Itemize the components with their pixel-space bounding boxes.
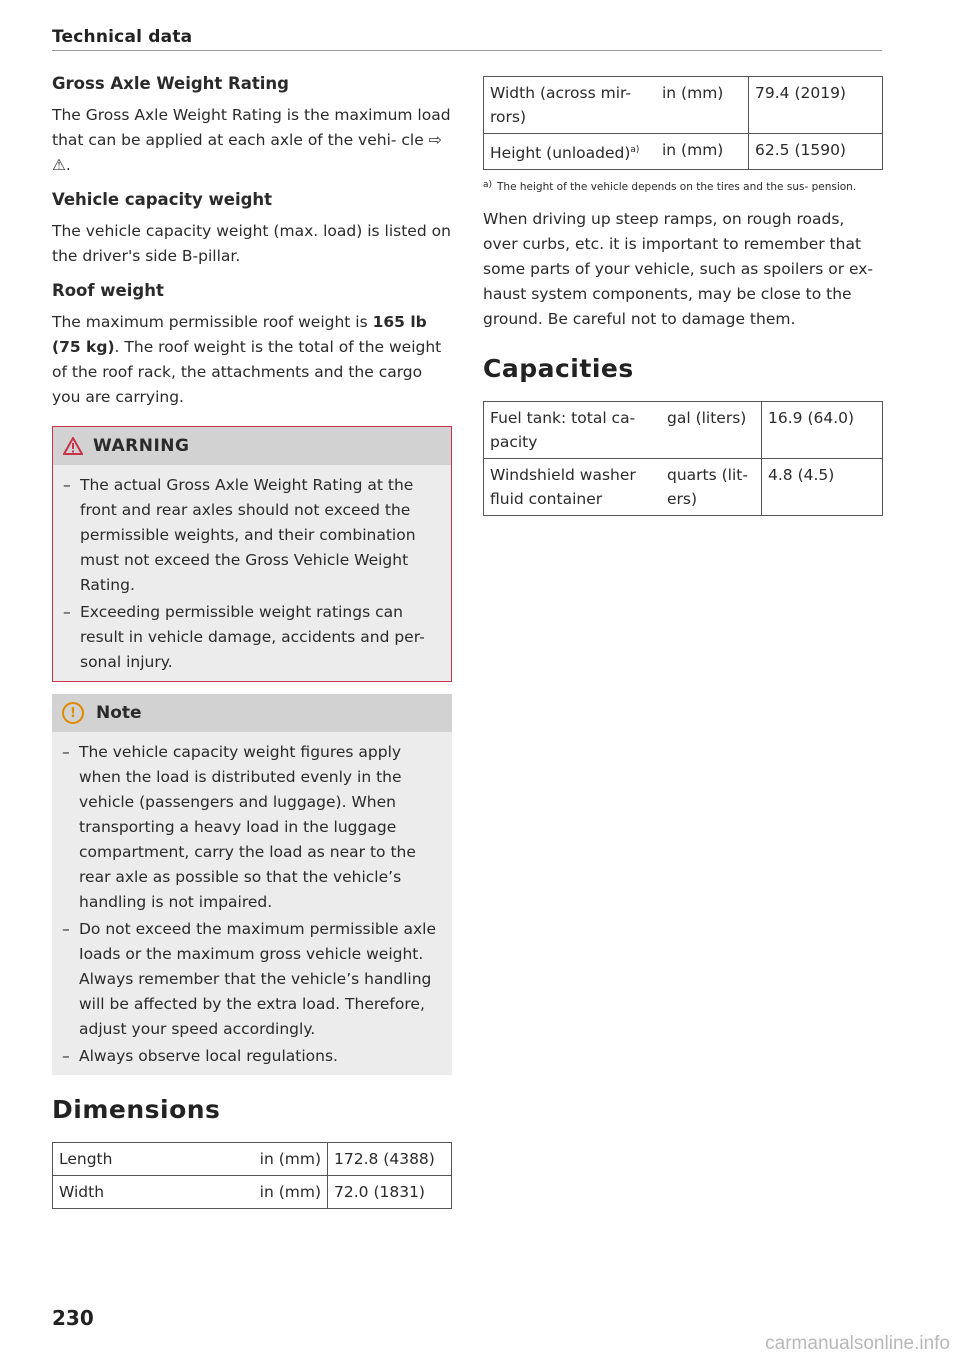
footnote-text: The height of the vehicle depends on the tires and the sus- pension. bbox=[497, 181, 857, 194]
dimensions-heading: Dimensions bbox=[52, 1095, 221, 1124]
roof-weight-value: 165 lb (75 kg) bbox=[52, 313, 427, 356]
table-cell-value: 72.0 (1831) bbox=[328, 1176, 452, 1209]
note-item: – Do not exceed the maximum permissible axle Ioads or the maximum gross vehicle weight. Always remember that the vehicle’s handling will be affected by the extra load. Therefore, adjust your speed accordingly. bbox=[62, 917, 442, 1042]
table-cell-value: 79.4 (2019) bbox=[749, 77, 883, 134]
table-row bbox=[484, 134, 883, 170]
table-cell-unit: in (mm) bbox=[215, 1176, 328, 1209]
footnote bbox=[483, 180, 883, 195]
page-header-title: Technical data bbox=[52, 27, 193, 47]
warning-header bbox=[53, 427, 451, 465]
warning-triangle-icon bbox=[63, 437, 83, 455]
note-list bbox=[52, 732, 452, 1075]
note-box bbox=[52, 694, 452, 1075]
page-number: 230 bbox=[52, 1306, 94, 1330]
table-cell-unit: gal (liters) bbox=[661, 402, 762, 459]
right-column bbox=[483, 76, 883, 516]
warning-item: – Exceeding permissible weight ratings can result in vehicle damage, accidents and per- sonal injury. bbox=[63, 600, 441, 675]
vcw-heading: Vehicle capacity weight bbox=[52, 190, 273, 209]
info-exclamation-icon: ! bbox=[62, 702, 84, 724]
note-header bbox=[52, 694, 452, 732]
ramps-text: When driving up steep ramps, on rough roads, over curbs, etc. it is important to remember that some parts of your vehicle, such as spoilers or ex- haust system components, may be close to the ground. Be careful not to damage them. bbox=[483, 210, 874, 329]
warning-list bbox=[53, 465, 451, 681]
header-divider bbox=[52, 50, 882, 51]
watermark: carmanualsonline.info bbox=[765, 1333, 950, 1354]
capacities-heading: Capacities bbox=[483, 354, 634, 384]
gawr-heading: Gross Axle Weight Rating bbox=[52, 74, 289, 93]
vcw-text: The vehicle capacity weight (max. load) is listed on the driver's side B-pillar. bbox=[52, 222, 451, 265]
table-cell-value: 16.9 (64.0) bbox=[762, 402, 883, 459]
height-label: Height (unloaded) bbox=[490, 144, 631, 163]
table-cell-label bbox=[484, 134, 657, 170]
table-cell-label: Length bbox=[53, 1143, 216, 1176]
dimensions-table bbox=[52, 1142, 452, 1209]
table-row bbox=[484, 459, 883, 516]
table-row bbox=[484, 77, 883, 134]
footnote-mark: a) bbox=[483, 180, 493, 191]
note-title: Note bbox=[96, 703, 142, 723]
table-cell-label: Fuel tank: total ca- pacity bbox=[484, 402, 662, 459]
warning-box bbox=[52, 426, 452, 682]
capacities-table bbox=[483, 401, 883, 516]
table-cell-unit: in (mm) bbox=[656, 77, 749, 134]
table-cell-label: Width (across mir- rors) bbox=[484, 77, 657, 134]
note-item: – The vehicle capacity weight figures apply when the load is distributed evenly in the vehicle (passengers and luggage). When transporting a heavy load in the luggage compartment, carry the load as near to the rear axle as possible so that the vehicle’s handling is not impaired. bbox=[62, 740, 442, 915]
table-cell-unit: in (mm) bbox=[215, 1143, 328, 1176]
table-row bbox=[484, 402, 883, 459]
table-cell-value: 172.8 (4388) bbox=[328, 1143, 452, 1176]
gawr-text: The Gross Axle Weight Rating is the maximum load that can be applied at each axle of the vehi- cle ⇨ ⚠. bbox=[52, 106, 451, 174]
footnote-ref: a) bbox=[630, 145, 640, 155]
roof-text bbox=[52, 310, 452, 410]
roof-heading: Roof weight bbox=[52, 281, 164, 300]
table-cell-label: Width bbox=[53, 1176, 216, 1209]
table-cell-label: Windshield washer fluid container bbox=[484, 459, 662, 516]
dimensions-continued-table bbox=[483, 76, 883, 170]
warning-title: WARNING bbox=[93, 436, 190, 456]
table-row bbox=[53, 1176, 452, 1209]
note-item: – Always observe local regulations. bbox=[62, 1044, 442, 1069]
table-row bbox=[53, 1143, 452, 1176]
table-cell-unit: in (mm) bbox=[656, 134, 749, 170]
roof-text-a: The maximum permissible roof weight is bbox=[52, 313, 373, 331]
table-cell-value: 4.8 (4.5) bbox=[762, 459, 883, 516]
warning-item: – The actual Gross Axle Weight Rating at the front and rear axles should not exceed the permissible weights, and their combination must not exceed the Gross Vehicle Weight Rating. bbox=[63, 473, 441, 598]
table-cell-unit: quarts (lit- ers) bbox=[661, 459, 762, 516]
roof-text-b: . The roof weight is the total of the weight of the roof rack, the attachments and the cargo you are carrying. bbox=[52, 338, 442, 406]
left-column bbox=[52, 74, 452, 1209]
table-cell-value: 62.5 (1590) bbox=[749, 134, 883, 170]
